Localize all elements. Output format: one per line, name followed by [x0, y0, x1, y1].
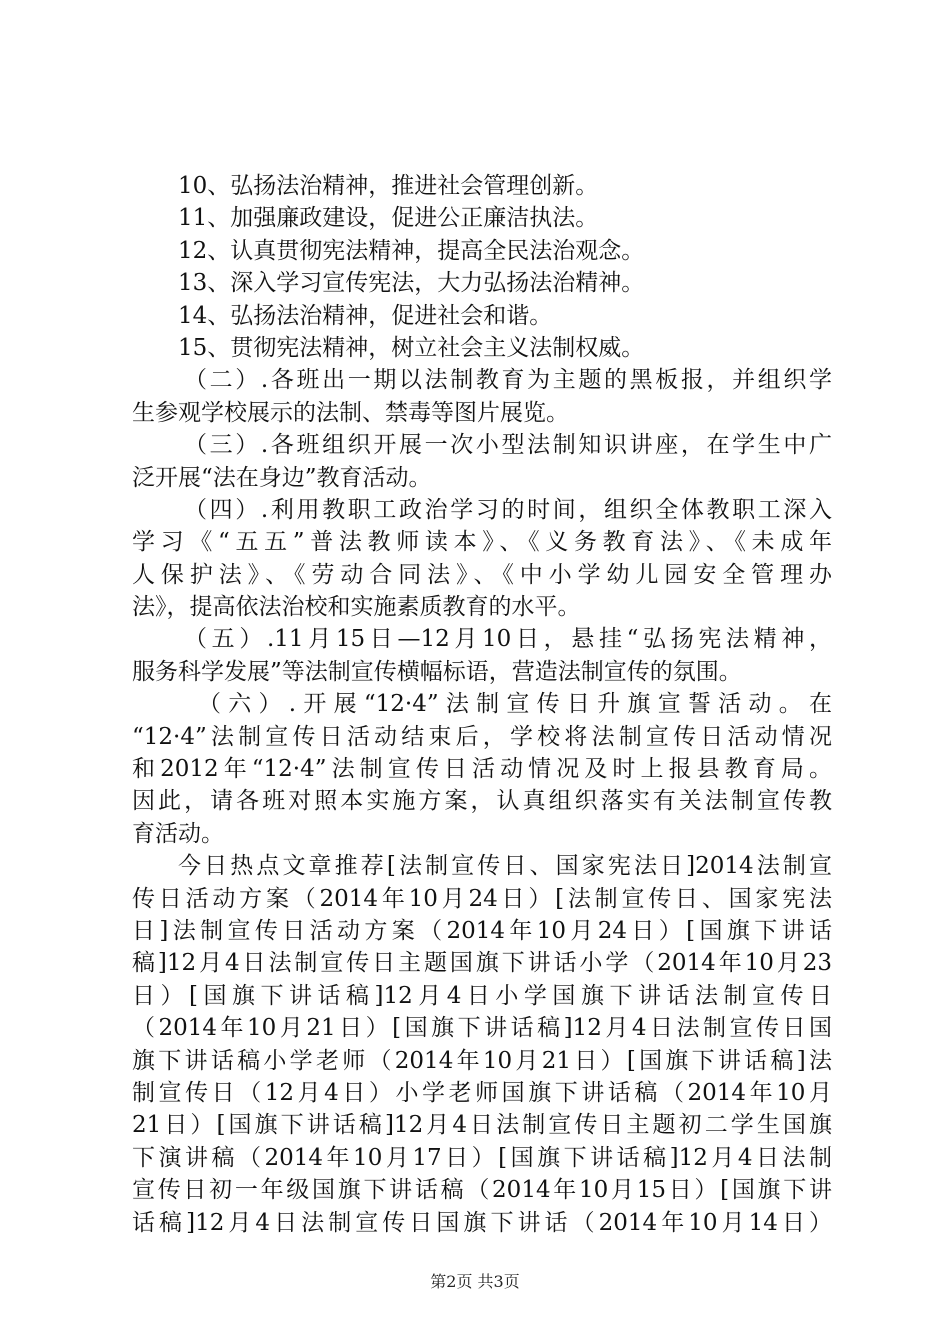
list-item: 11、加强廉政建设，促进公正廉洁执法。: [178, 205, 599, 232]
list-item: 12、认真贯彻宪法精神，提高全民法治观念。: [178, 237, 645, 264]
paragraph-line: 服务科学发展”等法制宣传横幅标语，营造法制宣传的氛围。: [132, 658, 742, 685]
paragraph-line: 日]法制宣传日活动方案（2014年10月24日）[国旗下讲话: [132, 917, 832, 944]
page-number: 第2页 共3页: [430, 1272, 520, 1291]
paragraph-line: （五）.11月15日—12月10日，悬挂“弘扬宪法精神，: [184, 626, 832, 653]
paragraph-line: 法》，提高依法治校和实施素质教育的水平。: [132, 594, 581, 621]
paragraph-line: 育活动。: [132, 820, 224, 847]
paragraph-line: （四）.利用教职工政治学习的时间，组织全体教职工深入: [184, 496, 832, 523]
paragraph-line: “12·4”法制宣传日活动结束后，学校将法制宣传日活动情况: [132, 723, 832, 750]
paragraph-line: 今日热点文章推荐[法制宣传日、国家宪法日]2014法制宣: [178, 853, 832, 880]
paragraph-line: 学习《“五五”普法教师读本》、《义务教育法》、《未成年: [132, 529, 832, 556]
paragraph-line: 21日）[国旗下讲话稿]12月4日法制宣传日主题初二学生国旗: [132, 1112, 832, 1139]
list-item: 10、弘扬法治精神，推进社会管理创新。: [178, 173, 599, 199]
paragraph-line: 制宣传日（12月4日）小学老师国旗下讲话稿（2014年10月: [132, 1079, 832, 1106]
paragraph-line: 和2012年“12·4”法制宣传日活动情况及时上报县教育局。: [132, 756, 832, 783]
document-body: [132, 170, 832, 1239]
list-item: 13、深入学习宣传宪法，大力弘扬法治精神。: [178, 270, 645, 297]
paragraph-line: （六）.开展“12·4”法制宣传日升旗宣誓活动。在: [198, 691, 832, 718]
paragraph-line: 日）[国旗下讲话稿]12月4日小学国旗下讲话法制宣传日: [132, 982, 832, 1009]
paragraph-line: 稿]12月4日法制宣传日主题国旗下讲话小学（2014年10月23: [132, 950, 832, 977]
list-item: 14、弘扬法治精神，促进社会和谐。: [178, 302, 553, 329]
paragraph-line: （二）.各班出一期以法制教育为主题的黑板报，并组织学: [184, 367, 832, 394]
paragraph-line: 旗下讲话稿小学老师（2014年10月21日）[国旗下讲话稿]法: [132, 1047, 832, 1074]
paragraph-line: （三）.各班组织开展一次小型法制知识讲座，在学生中广: [184, 432, 832, 459]
paragraph-line: 下演讲稿（2014年10月17日）[国旗下讲话稿]12月4日法制: [132, 1144, 832, 1171]
paragraph-line: 传日活动方案（2014年10月24日）[法制宣传日、国家宪法: [132, 885, 832, 912]
list-item: 15、贯彻宪法精神，树立社会主义法制权威。: [178, 334, 645, 361]
paragraph-line: 泛开展“法在身边”教育活动。: [132, 464, 432, 491]
paragraph-line: 话稿]12月4日法制宣传日国旗下讲话（2014年10月14日）: [132, 1209, 832, 1236]
paragraph-line: 因此，请各班对照本实施方案，认真组织落实有关法制宣传教: [132, 788, 832, 815]
paragraph-line: 人保护法》、《劳动合同法》、《中小学幼儿园安全管理办: [132, 561, 832, 588]
paragraph-line: 宣传日初一年级国旗下讲话稿（2014年10月15日）[国旗下讲: [132, 1177, 832, 1204]
paragraph-line: 生参观学校展示的法制、禁毒等图片展览。: [132, 399, 569, 426]
paragraph-line: （2014年10月21日）[国旗下讲话稿]12月4日法制宣传日国: [132, 1015, 832, 1042]
